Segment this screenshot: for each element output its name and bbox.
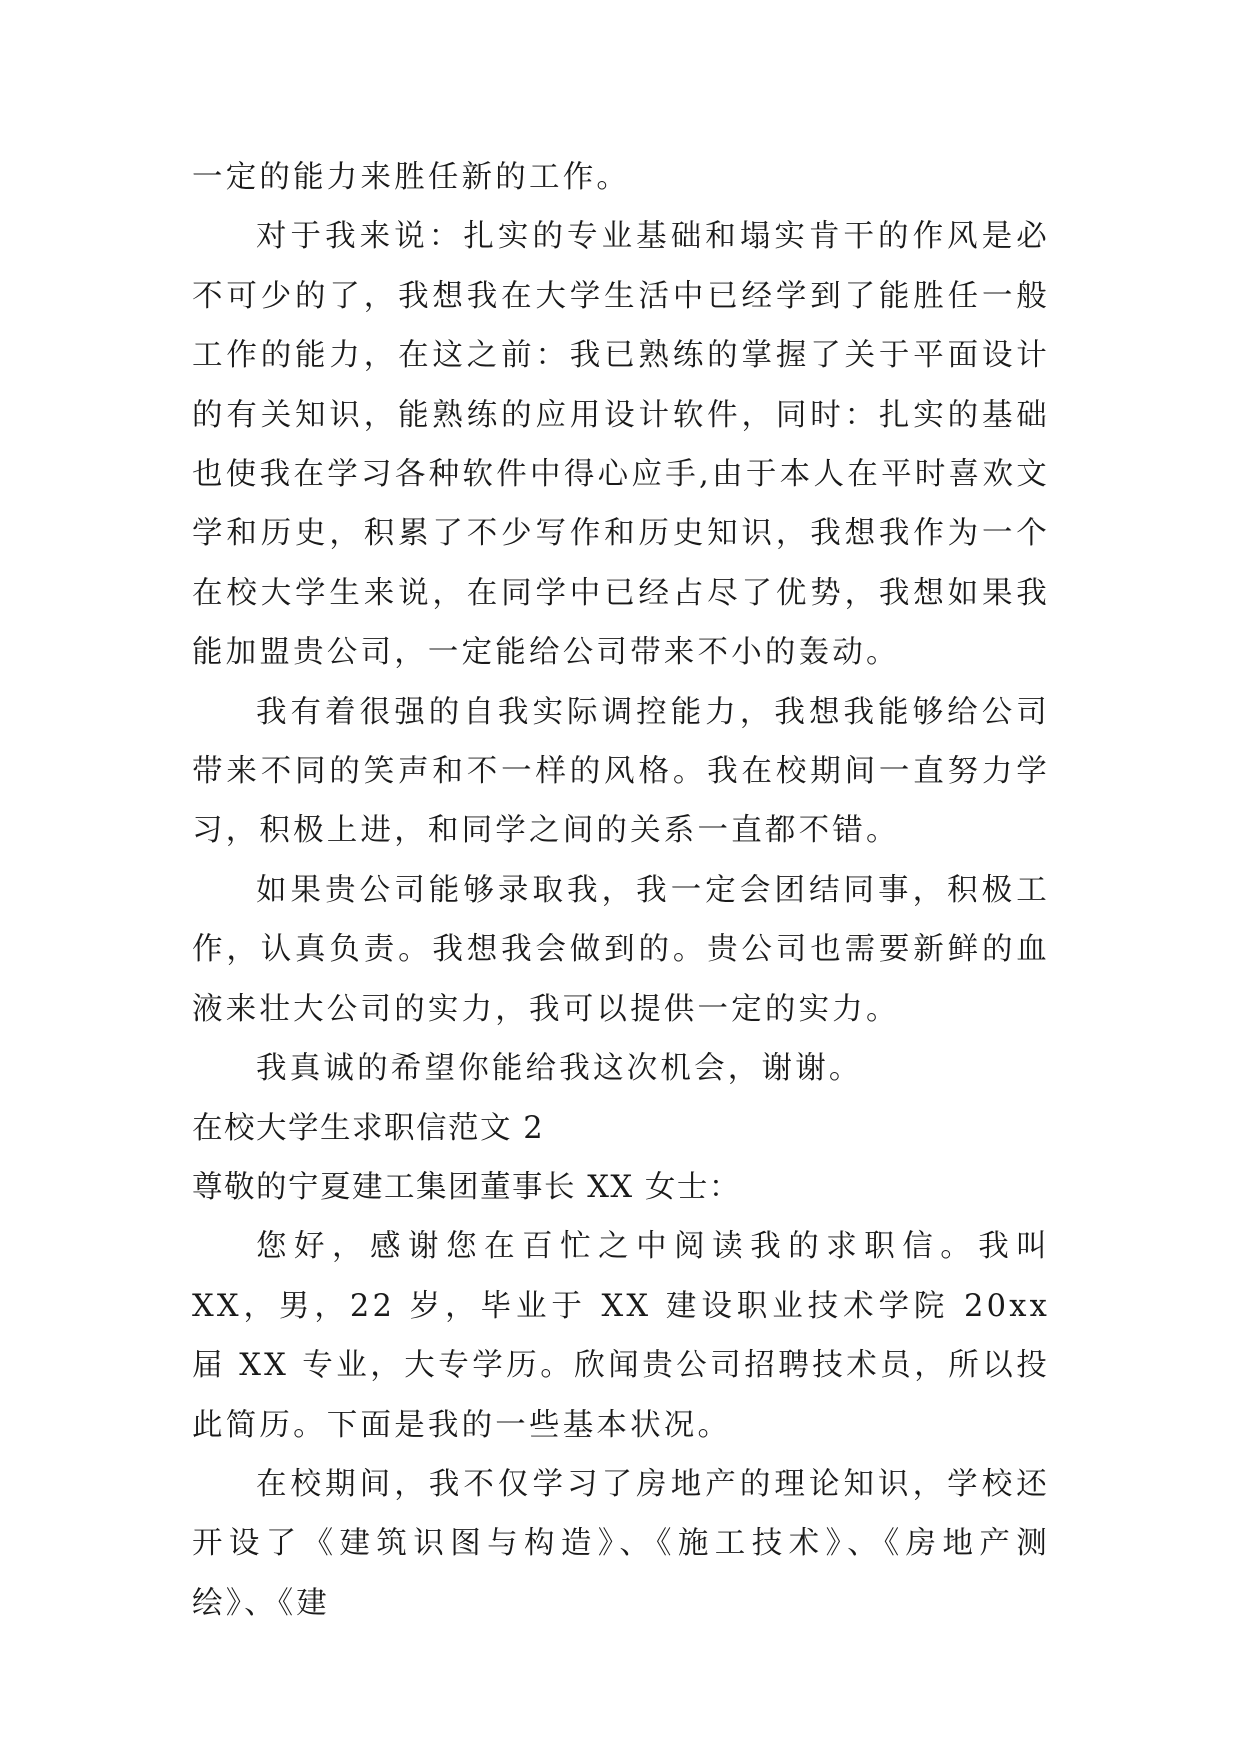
paragraph-skills: 对于我来说：扎实的专业基础和塌实肯干的作风是必不可少的了，我想我在大学生活中已经学到了能胜任一般工作的能力，在这之前：我已熟练的掌握了关于平面设计的有关知识，能熟练的应用设计软件，同时：扎实的基础也使我在学习各种软件中得心应手,由于本人在平时喜欢文学和历史，积累了不少写作和历史知识，我想我作为一个在校大学生来说，在同学中已经占尽了优势，我想如果我能加盟贵公司，一定能给公司带来不小的轰动。	[192, 219, 1050, 671]
paragraph-commitment: 如果贵公司能够录取我，我一定会团结同事，积极工作，认真负责。我想我会做到的。贵公司也需要新鲜的血液来壮大公司的实力，我可以提供一定的实力。	[192, 872, 1050, 1027]
section-title: 在校大学生求职信范文 2	[192, 1110, 545, 1146]
paragraph-continuation: 一定的能力来胜任新的工作。	[192, 160, 631, 195]
document-body	[192, 148, 1050, 1633]
paragraph-studies: 在校期间，我不仅学习了房地产的理论知识，学校还开设了《建筑识图与构造》、《施工技术》、《房地产测绘》、《建	[192, 1466, 1050, 1621]
salutation: 尊敬的宁夏建工集团董事长 XX 女士：	[192, 1169, 741, 1205]
paragraph-introduction: 您好，感谢您在百忙之中阅读我的求职信。我叫 XX，男，22 岁，毕业于 XX 建设职业技术学院 20xx 届 XX 专业，大专学历。欣闻贵公司招聘技术员，所以投此简历。下面是我的一些基本状况。	[192, 1229, 1050, 1443]
paragraph-closing: 我真诚的希望你能给我这次机会，谢谢。	[256, 1051, 863, 1087]
paragraph-self-control: 我有着很强的自我实际调控能力，我想我能够给公司带来不同的笑声和不一样的风格。我在校期间一直努力学习，积极上进，和同学之间的关系一直都不错。	[192, 694, 1050, 849]
